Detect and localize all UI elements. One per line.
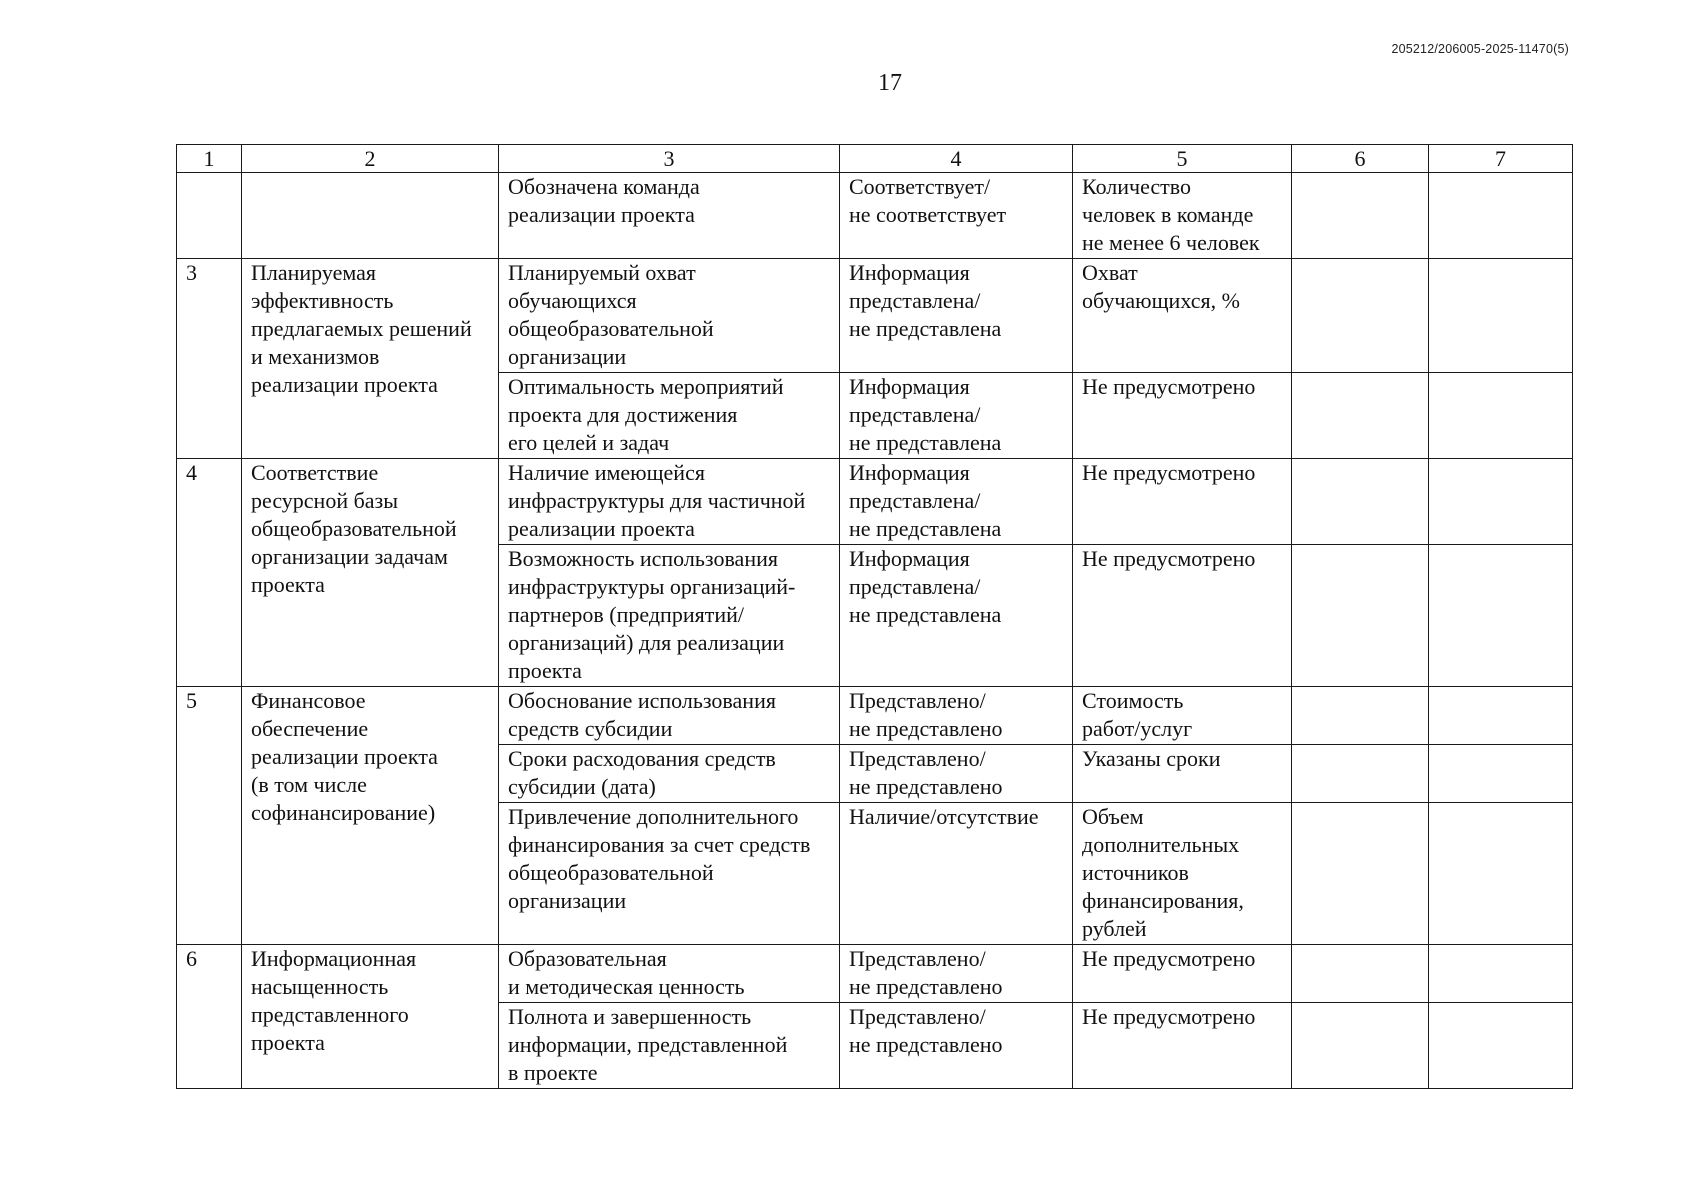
column-header-5: 5 [1073, 145, 1292, 173]
notes-cell [1429, 373, 1573, 459]
evaluation-cell: Соответствует/ не соответствует [840, 173, 1073, 259]
row-number-cell: 3 [177, 259, 242, 459]
column-header-3: 3 [499, 145, 840, 173]
score-cell [1292, 373, 1429, 459]
notes-cell [1429, 803, 1573, 945]
notes-cell [1429, 545, 1573, 687]
evaluation-cell: Наличие/отсутствие [840, 803, 1073, 945]
column-number-header-row [177, 145, 1573, 173]
evaluation-criteria-table [176, 144, 1573, 1089]
indicator-cell: Планируемый охват обучающихся общеобразовательной организации [499, 259, 840, 373]
evaluation-cell: Информация представлена/ не представлена [840, 259, 1073, 373]
criterion-cell: Финансовое обеспечение реализации проекта (в том числе софинансирование) [242, 687, 499, 945]
score-cell [1292, 173, 1429, 259]
score-cell [1292, 687, 1429, 745]
table-row [177, 259, 1573, 373]
indicator-cell: Возможность использования инфраструктуры организаций- партнеров (предприятий/ организаций) для реализации проекта [499, 545, 840, 687]
evaluation-cell: Информация представлена/ не представлена [840, 545, 1073, 687]
page-number: 17 [878, 70, 902, 96]
score-cell [1292, 259, 1429, 373]
row-number-cell: 6 [177, 945, 242, 1089]
notes-cell [1429, 945, 1573, 1003]
column-header-6: 6 [1292, 145, 1429, 173]
row-number-cell: 4 [177, 459, 242, 687]
evaluation-cell: Информация представлена/ не представлена [840, 459, 1073, 545]
evaluation-cell: Информация представлена/ не представлена [840, 373, 1073, 459]
column-header-7: 7 [1429, 145, 1573, 173]
notes-cell [1429, 173, 1573, 259]
notes-cell [1429, 1003, 1573, 1089]
document-registration-number: 205212/206005-2025-11470(5) [1391, 42, 1569, 56]
notes-cell [1429, 687, 1573, 745]
criterion-cell: Информационная насыщенность представленного проекта [242, 945, 499, 1089]
measure-cell: Не предусмотрено [1073, 1003, 1292, 1089]
indicator-cell: Обоснование использования средств субсидии [499, 687, 840, 745]
row-number-cell [177, 173, 242, 259]
column-header-4: 4 [840, 145, 1073, 173]
measure-cell: Не предусмотрено [1073, 945, 1292, 1003]
criterion-cell: Соответствие ресурсной базы общеобразовательной организации задачам проекта [242, 459, 499, 687]
score-cell [1292, 545, 1429, 687]
criterion-cell [242, 173, 499, 259]
notes-cell [1429, 259, 1573, 373]
measure-cell: Количество человек в команде не менее 6 человек [1073, 173, 1292, 259]
evaluation-cell: Представлено/ не представлено [840, 1003, 1073, 1089]
measure-cell: Объем дополнительных источников финансирования, рублей [1073, 803, 1292, 945]
indicator-cell: Привлечение дополнительного финансирования за счет средств общеобразовательной организации [499, 803, 840, 945]
row-number-cell: 5 [177, 687, 242, 945]
score-cell [1292, 745, 1429, 803]
score-cell [1292, 1003, 1429, 1089]
measure-cell: Стоимость работ/услуг [1073, 687, 1292, 745]
table-row [177, 687, 1573, 745]
notes-cell [1429, 459, 1573, 545]
indicator-cell: Наличие имеющейся инфраструктуры для частичной реализации проекта [499, 459, 840, 545]
indicator-cell: Сроки расходования средств субсидии (дата) [499, 745, 840, 803]
measure-cell: Охват обучающихся, % [1073, 259, 1292, 373]
notes-cell [1429, 745, 1573, 803]
measure-cell: Не предусмотрено [1073, 459, 1292, 545]
indicator-cell: Обозначена команда реализации проекта [499, 173, 840, 259]
measure-cell: Указаны сроки [1073, 745, 1292, 803]
score-cell [1292, 945, 1429, 1003]
indicator-cell: Образовательная и методическая ценность [499, 945, 840, 1003]
column-header-2: 2 [242, 145, 499, 173]
criterion-cell: Планируемая эффективность предлагаемых решений и механизмов реализации проекта [242, 259, 499, 459]
evaluation-cell: Представлено/ не представлено [840, 687, 1073, 745]
evaluation-cell: Представлено/ не представлено [840, 745, 1073, 803]
indicator-cell: Оптимальность мероприятий проекта для достижения его целей и задач [499, 373, 840, 459]
indicator-cell: Полнота и завершенность информации, представленной в проекте [499, 1003, 840, 1089]
score-cell [1292, 803, 1429, 945]
score-cell [1292, 459, 1429, 545]
measure-cell: Не предусмотрено [1073, 373, 1292, 459]
measure-cell: Не предусмотрено [1073, 545, 1292, 687]
table-row [177, 459, 1573, 545]
column-header-1: 1 [177, 145, 242, 173]
table-row [177, 173, 1573, 259]
evaluation-cell: Представлено/ не представлено [840, 945, 1073, 1003]
table-row [177, 945, 1573, 1003]
